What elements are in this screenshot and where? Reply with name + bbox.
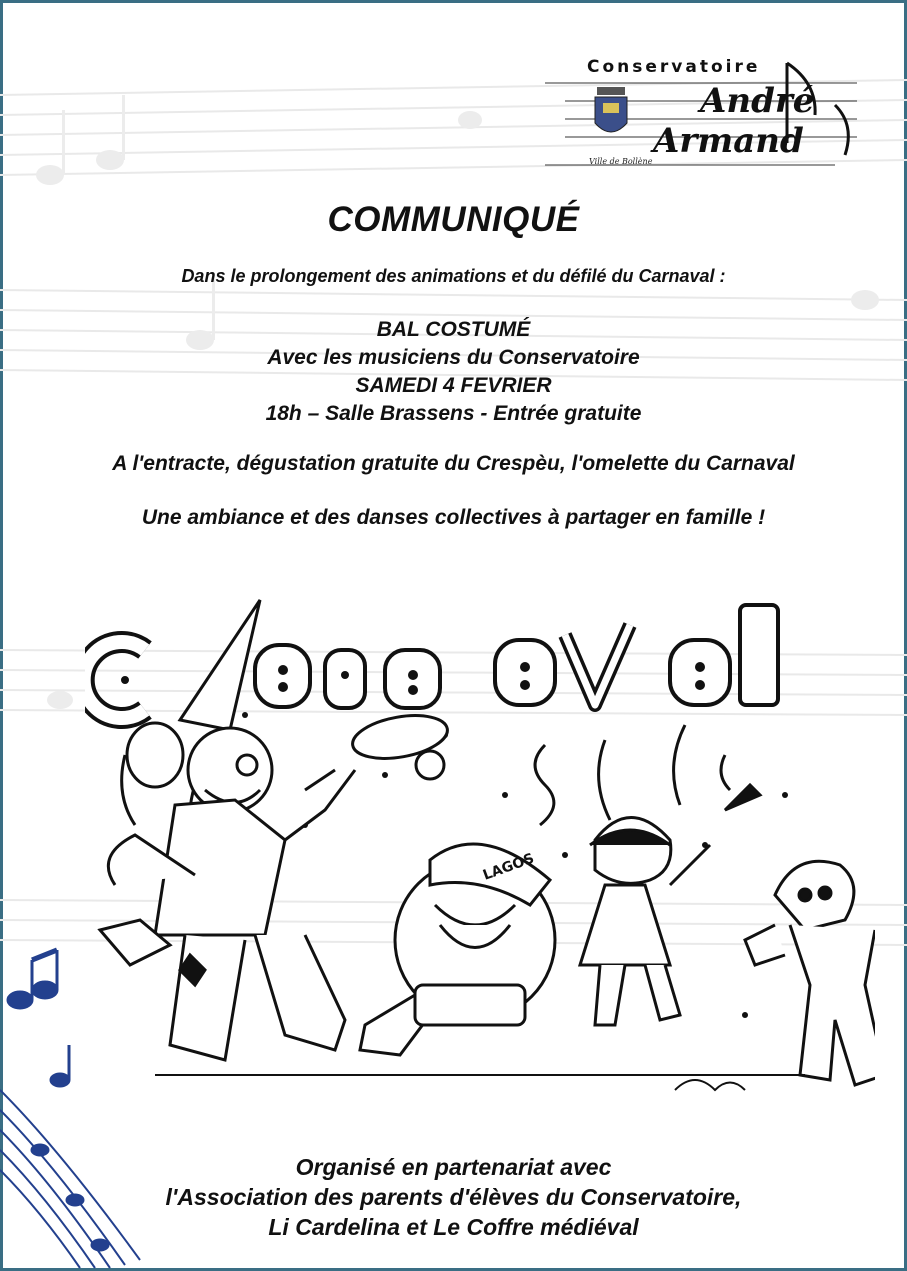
event-name: BAL COSTUMÉ [376, 318, 531, 341]
event-time-place: 18h – Salle Brassens - Entrée gratuite [265, 402, 642, 425]
carnaval-illustration [85, 595, 875, 1110]
event-block [0, 316, 907, 428]
cap-text: LAGOS [480, 850, 537, 884]
city-crest-icon [595, 87, 627, 132]
footer-line-1: Organisé en partenariat avec [295, 1154, 612, 1180]
footer-line-3: Li Cardelina et Le Coffre médiéval [268, 1214, 639, 1240]
logo-ville-text: Ville de Bollène [589, 157, 653, 166]
event-date: SAMEDI 4 FEVRIER [355, 374, 552, 397]
girl-figure [580, 785, 760, 1025]
carnaval-lettering [85, 605, 778, 718]
footer-line-2: l'Association des parents d'élèves du Conservatoire, [165, 1184, 742, 1210]
logo-name-andre: André [700, 81, 815, 121]
event-musicians: Avec les musiciens du Conservatoire [267, 346, 640, 369]
page-title: COMMUNIQUÉ [327, 200, 580, 239]
intro-text: Dans le prolongement des animations et du défilé du Carnaval : [181, 266, 726, 286]
logo-name-armand: Armand [653, 121, 804, 161]
ball-character [360, 844, 555, 1055]
footer-partners [0, 1152, 907, 1242]
conservatoire-logo [545, 55, 860, 170]
ambiance-text: Une ambiance et des danses collectives à partager en famille ! [141, 506, 766, 529]
dog-figure [745, 861, 875, 1085]
logo-conservatoire-text: Conservatoire [587, 57, 761, 77]
entracte-text: A l'entracte, dégustation gratuite du Crespèu, l'omelette du Carnaval [112, 452, 795, 475]
